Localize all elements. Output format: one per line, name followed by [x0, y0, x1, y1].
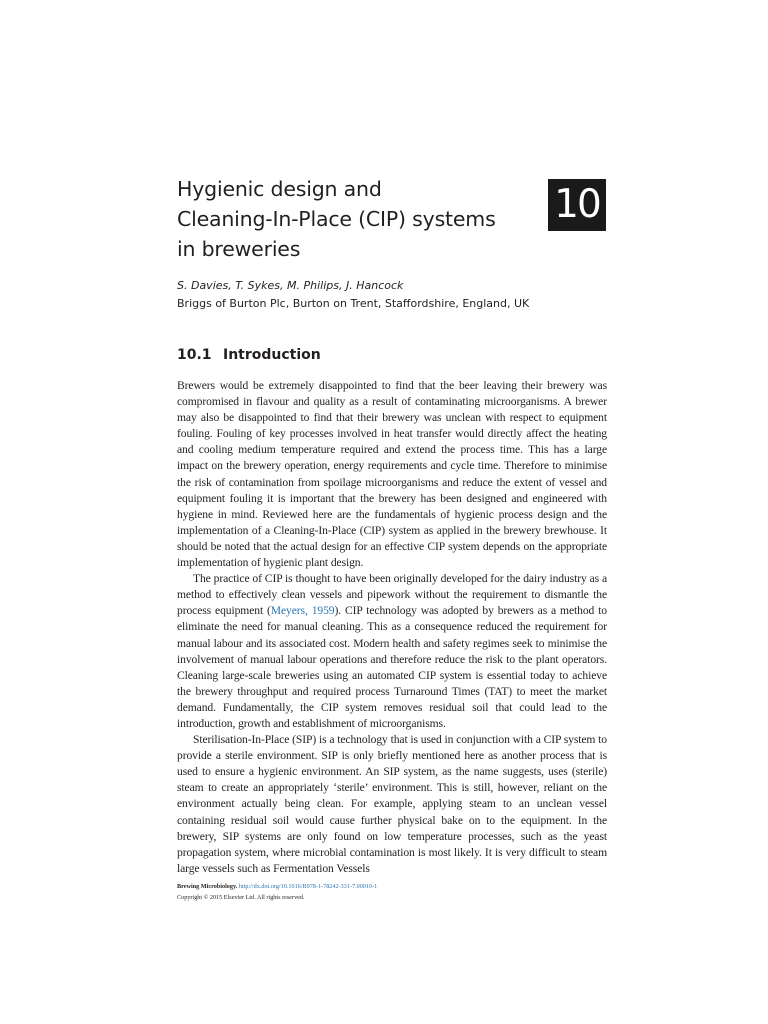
doi-link[interactable]: http://dx.doi.org/10.1016/B978-1-78242-331-7.00010-1: [238, 883, 378, 890]
chapter-title-line: Hygienic design and: [177, 177, 382, 201]
section-number: 10.1: [177, 347, 212, 363]
section-title: Introduction: [223, 347, 321, 363]
paragraph-text: ). CIP technology was adopted by brewers as a method to eliminate the need for manual cleaning. This as a consequence reduced the requirement for manual labour and its associated cost. Modern health and safety regimes seek to minimise the involvement of manual labour operations and therefore reduce the risk to the plant operators. Cleaning large-scale breweries using an automated CIP system is essential today to achieve the brewery throughput and required process Turnaround Times (TAT) to meet the market demand. Fundamentally, the CIP system removes residual soil that could lead to the introduction, growth and establishment of microorganisms.: [177, 604, 608, 730]
journal-name: Brewing Microbiology.: [177, 883, 238, 890]
chapter-title: [177, 174, 537, 264]
footer-source-line: [177, 881, 377, 892]
paragraph: Sterilisation-In-Place (SIP) is a technology that is used in conjunction with a CIP system to provide a sterile environment. SIP is only briefly mentioned here as another process that is used to ensure a hygienic environment. An SIP system, as the name suggests, uses (sterile) steam to create an appropriately ‘sterile’ environment. This is still, however, reliant on the environment actually being clean. For example, applying steam to an unclean vessel containing residual soil would cause further physical bake on to the equipment. In the brewery, SIP systems are only found on low temperature processes, such as the yeast propagation system, where microbial contamination is most likely. It is very difficult to steam large vessels such as Fermentation Vessels: [177, 733, 607, 875]
authors: S. Davies, T. Sykes, M. Philips, J. Hancock: [177, 279, 404, 292]
paragraph: [177, 571, 607, 732]
body-text: [177, 378, 607, 877]
page-footer: [177, 881, 377, 903]
paragraph-text: The practice of CIP is thought to have been originally developed for the dairy industry as a method to effectively clean vessels and pipework without the requirement to dismantle the process equipment (: [177, 572, 607, 618]
chapter-title-line: Cleaning-In-Place (CIP) systems: [177, 207, 496, 231]
chapter-title-block: [177, 174, 537, 264]
affiliation: Briggs of Burton Plc, Burton on Trent, Staffordshire, England, UK: [177, 297, 530, 310]
chapter-title-line: in breweries: [177, 237, 301, 261]
chapter-number-badge: 10: [548, 179, 606, 231]
paragraph: Brewers would be extremely disappointed to find that the beer leaving their brewery was compromised in flavour and quality as a result of contaminating microorganisms. A brewer may also be disappointed to find that their brewery was unclean with respect to equipment fouling. Fouling of key processes involved in heat transfer would directly affect the heating and cooling medium temperature required and extend the process time. This has a large impact on the brewery operation, energy requirements and cycle time. Therefore to minimise the risk of contamination from spoilage microorganisms and reduce the extent of vessel and equipment fouling it is important that the brewery has been designed and engineered with hygiene in mind. Reviewed here are the fundamentals of hygienic process design and the implementation of a Cleaning-In-Place (CIP) system as applied in the brewery brewhouse. It should be noted that the actual design for an effective CIP system depends on the appropriate implementation of hygienic plant design.: [177, 379, 607, 570]
citation-link[interactable]: Meyers, 1959: [270, 604, 335, 618]
section-heading: [177, 345, 321, 365]
copyright: Copyright © 2015 Elsevier Ltd. All rights reserved.: [177, 894, 305, 901]
